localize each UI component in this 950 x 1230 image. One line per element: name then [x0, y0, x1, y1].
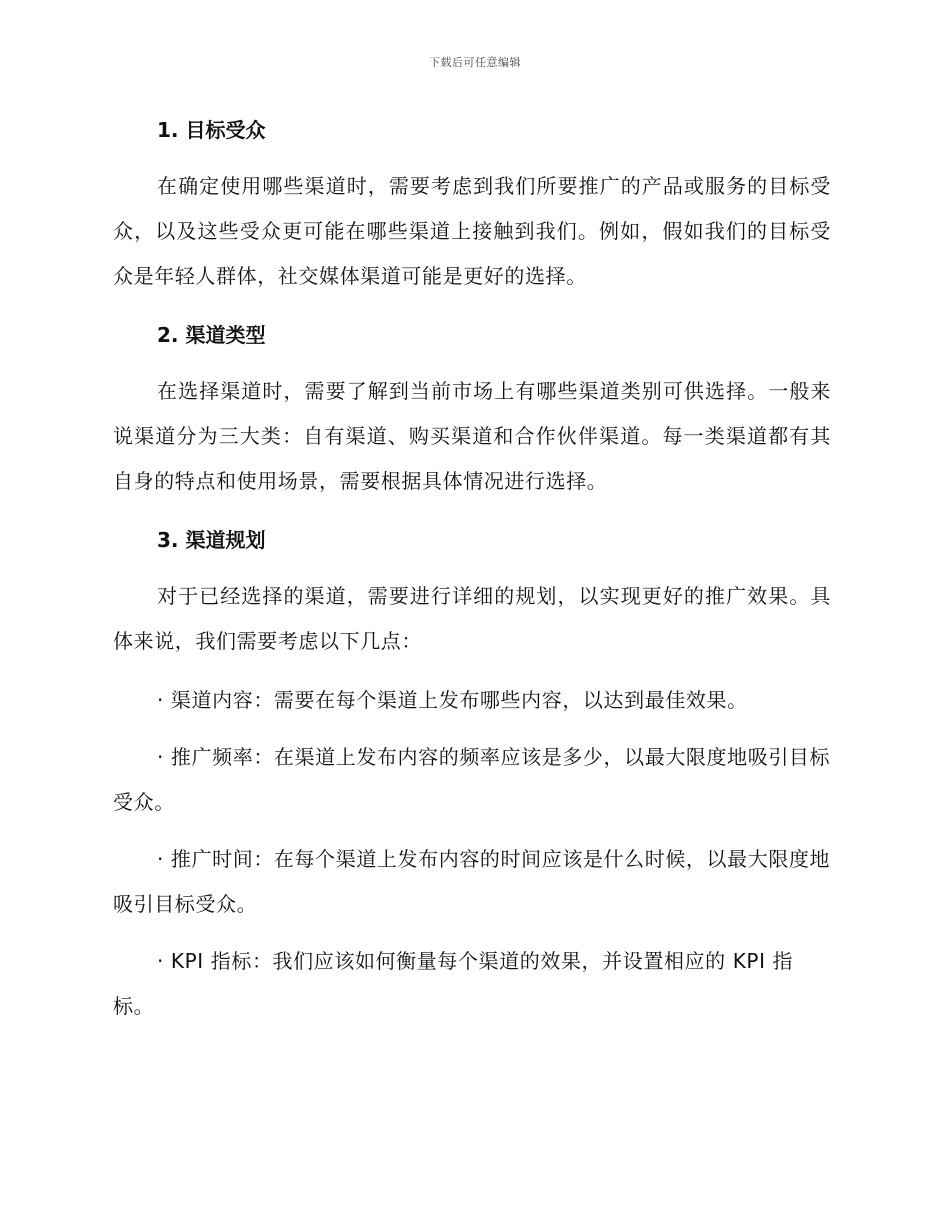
section-paragraph: 对于已经选择的渠道，需要进行详细的规划，以实现更好的推广效果。具体来说，我们需要考虑以下几点： [113, 584, 831, 653]
section-heading: 3. 渠道规划 [157, 528, 266, 552]
section-paragraph: 在确定使用哪些渠道时，需要考虑到我们所要推广的产品或服务的目标受众，以及这些受众更可能在哪些渠道上接触到我们。例如，假如我们的目标受众是年轻人群体，社交媒体渠道可能是更好的选择。 [113, 174, 831, 288]
section-channel-types [113, 313, 831, 504]
header-note: 下载后可任意编辑 [429, 56, 521, 69]
section-heading: 2. 渠道类型 [157, 323, 266, 347]
document-body [113, 108, 831, 1041]
bullet-item: · 渠道内容：需要在每个渠道上发布哪些内容，以达到最佳效果。 [157, 688, 748, 712]
section-paragraph: 在选择渠道时，需要了解到当前市场上有哪些渠道类别可供选择。一般来说渠道分为三大类：自有渠道、购买渠道和合作伙伴渠道。每一类渠道都有其自身的特点和使用场景，需要根据具体情况进行选择。 [113, 379, 831, 493]
section-target-audience [113, 108, 831, 299]
bullet-item: · 推广时间：在每个渠道上发布内容的时间应该是什么时候，以最大限度地吸引目标受众。 [113, 847, 831, 916]
section-channel-planning [113, 518, 831, 1029]
bullet-item: · 推广频率：在渠道上发布内容的频率应该是多少，以最大限度地吸引目标受众。 [113, 745, 831, 814]
section-heading: 1. 目标受众 [157, 118, 266, 142]
bullet-item: · KPI 指标：我们应该如何衡量每个渠道的效果，并设置相应的 KPI 指标。 [113, 949, 794, 1018]
